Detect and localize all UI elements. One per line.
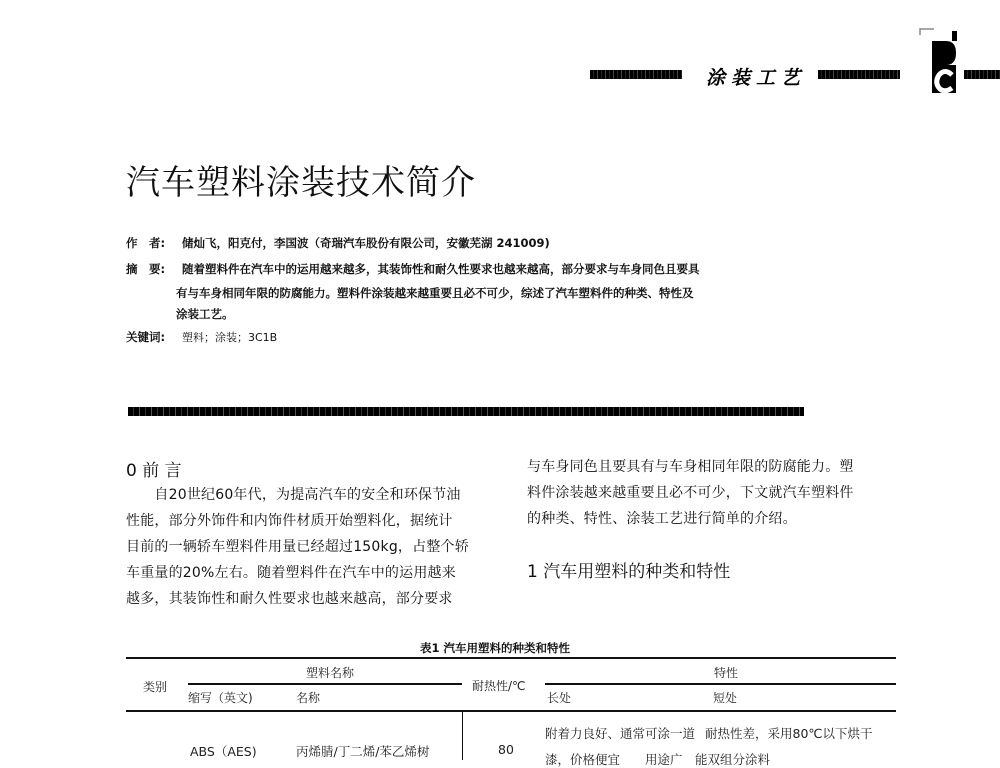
cell-heat-resistance: 80: [498, 742, 514, 757]
th-plastic-name: 塑料名称: [306, 666, 355, 680]
header-bar-right: [818, 70, 900, 79]
th-heat-resistance: 耐热性/℃: [472, 679, 526, 693]
author-label: 作 者:: [126, 236, 166, 250]
abstract-text-3: 涂装工艺。: [176, 307, 234, 321]
intro-right-line-3: 的种类、特性、涂装工艺进行简单的介绍。: [527, 511, 797, 527]
table-caption: 表1 汽车用塑料的种类和特性: [420, 641, 571, 655]
intro-right-line-1: 与车身同色且要具有与车身相同年限的防腐能力。塑: [527, 459, 854, 475]
cell-disadvantages: 耐热性差，采用80℃以下烘干: [705, 726, 873, 741]
intro-left-paragraph: [126, 482, 469, 612]
header-bar-left: [590, 70, 682, 79]
intro-line-5: 越多，其装饰性和耐久性要求也越来越高，部分要求: [126, 591, 453, 607]
intro-line-2: 性能，部分外饰件和内饰件材质开始塑料化，据统计: [126, 513, 453, 529]
th-advantages: 长处: [547, 691, 572, 705]
th-properties: 特性: [714, 666, 739, 680]
th-properties-rule: [545, 683, 896, 685]
intro-line-3: 目前的一辆轿车塑料件用量已经超过150kg，占整个轿: [126, 539, 469, 555]
author-line: [126, 234, 550, 252]
keywords: 塑料；涂装；3C1B: [182, 331, 278, 344]
abstract-text-2: 有与车身相同年限的防腐能力。塑料件涂装越来越重要且必不可少，综述了汽车塑料件的种类、特性及: [176, 286, 694, 300]
article-title: 汽车塑料涂装技术简介: [126, 163, 476, 203]
cell-advantages: 附着力良好、通常可涂一道: [545, 726, 696, 741]
intro-line-1: 自20世纪60年代，为提高汽车的安全和环保节油: [126, 487, 461, 503]
keywords-line: [126, 328, 277, 347]
table-header-rule: [126, 710, 896, 712]
abstract-label: 摘 要:: [126, 262, 166, 276]
intro-right-paragraph: [527, 454, 854, 532]
abstract-line-1: [126, 260, 700, 278]
keywords-label: 关键词:: [126, 330, 166, 344]
authors: 储灿飞，阳克付，李国波（奇瑞汽车股份有限公司，安徽芜湖 241009): [182, 236, 550, 250]
th-category: 类别: [143, 680, 168, 694]
intro-heading: 0 前 言: [126, 461, 182, 481]
section1-heading: 1 汽车用塑料的种类和特性: [527, 562, 731, 582]
cell-abbr: ABS（AES): [190, 744, 257, 759]
th-disadvantages: 短处: [713, 691, 738, 705]
th-name: 名称: [296, 691, 321, 705]
pc-logo-icon: [918, 27, 958, 93]
th-abbr: 缩写（英文): [188, 691, 253, 705]
section-divider: [128, 407, 804, 416]
intro-line-4: 车重量的20%左右。随着塑料件在汽车中的运用越来: [126, 565, 456, 581]
abstract-text-1: 随着塑料件在汽车中的运用越来越多，其装饰性和耐久性要求也越来越高，部分要求与车身同色且要具: [182, 262, 700, 276]
header-bar-far-right: [964, 70, 1000, 79]
cell-name: 丙烯腈/丁二烯/苯乙烯树: [296, 744, 430, 759]
intro-right-line-2: 料件涂装越来越重要且必不可少，下文就汽车塑料件: [527, 485, 854, 501]
table-column-divider: [462, 711, 463, 760]
table-top-rule: [126, 657, 896, 659]
header-section-label: 涂装工艺: [706, 67, 807, 89]
cell-properties-line2: 漆，价格便宜 用途广 能双组分涂料: [545, 752, 771, 767]
th-plastic-name-rule: [188, 683, 462, 685]
